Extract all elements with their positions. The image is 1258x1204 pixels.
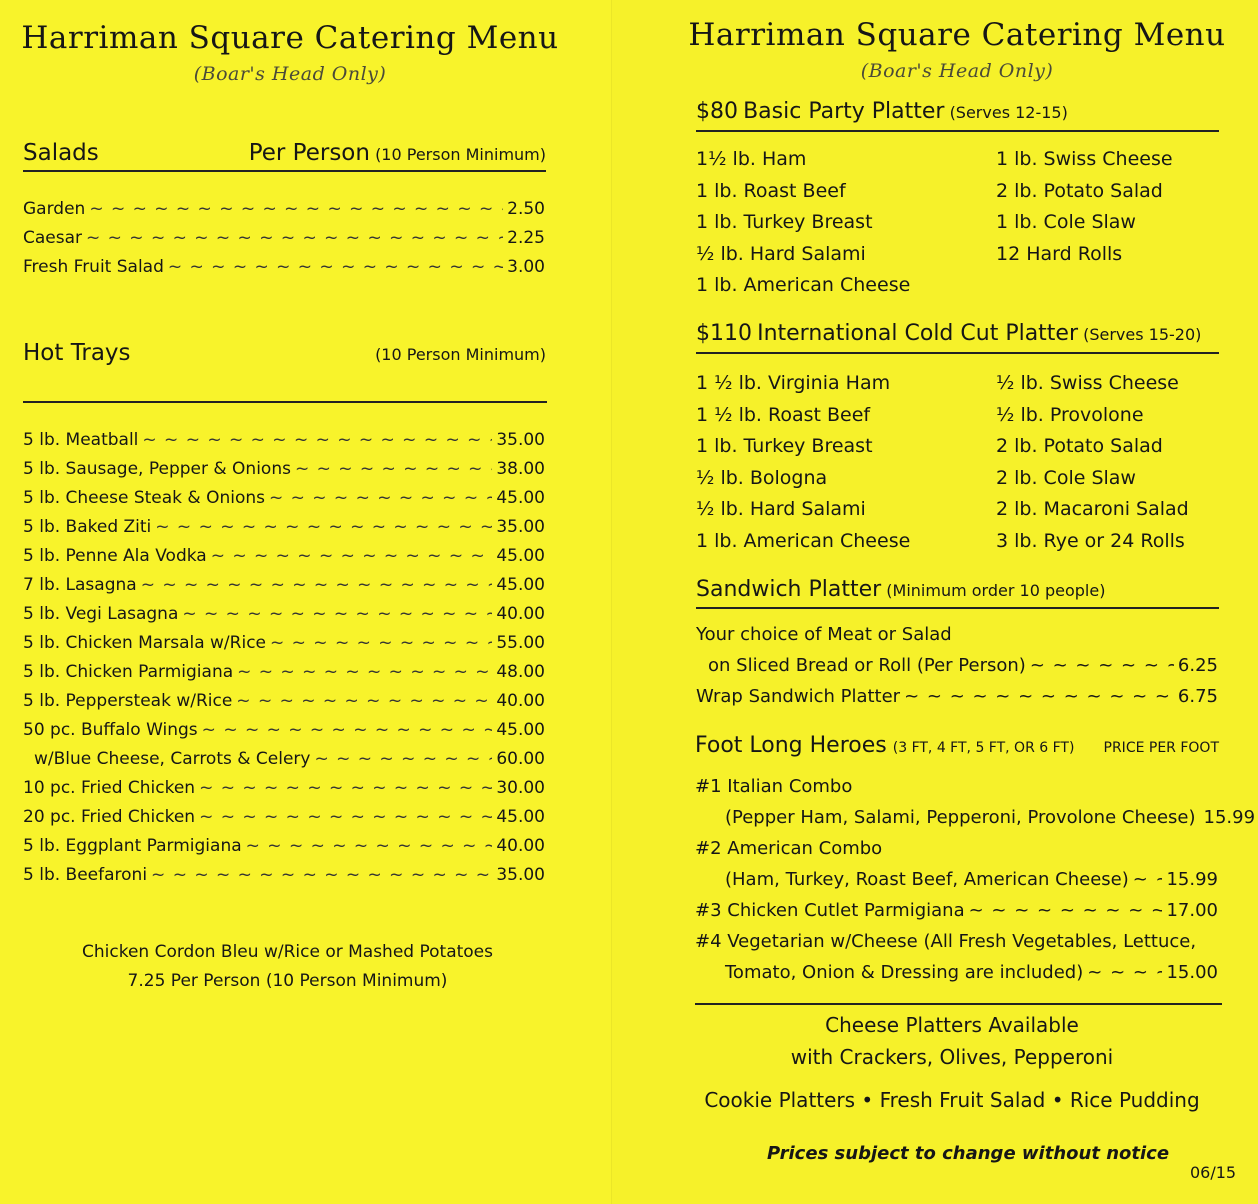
list-item: w/Blue Cheese, Carrots & Celery ~ ~ ~ 60.00 [23,749,545,778]
hot-trays-list [23,430,545,894]
list-item: ½ lb. Swiss Cheese [996,372,1179,394]
basic-platter-price: $80 [696,99,738,124]
list-item [996,270,1236,302]
sandwich-platter-list [696,619,1218,712]
list-item: 20 pc. Fried Chicken ~ ~ ~ 45.00 [23,807,545,836]
list-item: 2 lb. Macaroni Salad [996,498,1189,521]
basic-platter-items [696,144,1236,302]
hot-trays-header [23,340,546,366]
list-item: 1 lb. American Cheese [696,274,911,297]
list-item: 2 lb. Potato Salad [996,179,1163,202]
right-menu-subtitle: (Boar's Head Only) [860,60,1054,82]
list-item: 7 lb. Lasagna ~ ~ ~ 45.00 [23,575,545,604]
date-code: 06/15 [1190,1163,1237,1182]
international-platter-heading: International Cold Cut Platter [757,321,1079,346]
list-item: Caesar ~ ~ ~ 2.25 [23,228,545,257]
list-item: 3 lb. Rye or 24 Rolls [996,529,1185,552]
international-platter-serves: (Serves 15-20) [1083,325,1202,344]
cookie-platters-line: Cookie Platters • Fresh Fruit Salad • Rice Pudding [704,1088,1200,1112]
list-item: Fresh Fruit Salad ~ ~ ~ 3.00 [23,257,545,286]
hero-3-name: #3 Chicken Cutlet Parmigiana ~ ~ ~ 17.00 [695,895,1218,926]
hero-1-name: #1 Italian Combo [695,776,853,797]
list-item: 5 lb. Cheese Steak & Onions ~ ~ ~ 45.00 [23,488,545,517]
list-item: ½ lb. Hard Salami [696,498,866,521]
list-item: 5 lb. Chicken Parmigiana ~ ~ ~ 48.00 [23,662,545,691]
left-panel [0,0,612,1204]
list-item: 1 lb. Roast Beef [696,179,846,202]
list-item: 1 ½ lb. Roast Beef [696,403,871,426]
cordon-bleu-line1: Chicken Cordon Bleu w/Rice or Mashed Potatoes [82,942,493,962]
list-item: 5 lb. Penne Ala Vodka ~ ~ ~ 45.00 [23,546,545,575]
list-item: 5 lb. Eggplant Parmigiana ~ ~ ~ 40.00 [23,836,545,865]
sandwich-line3: Wrap Sandwich Platter ~ ~ ~ 6.75 [696,681,1218,712]
sandwich-line1: Your choice of Meat or Salad [696,624,952,645]
list-item: 5 lb. Meatball ~ ~ ~ 35.00 [23,430,545,459]
hero-2-name: #2 American Combo [695,838,883,859]
list-item: ½ lb. Provolone [996,403,1144,426]
heroes-header [695,733,1219,758]
left-menu-subtitle: (Boar's Head Only) [193,63,387,85]
salads-minimum-note: (10 Person Minimum) [375,145,546,164]
list-item: 5 lb. Chicken Marsala w/Rice ~ ~ ~ 55.00 [23,633,545,662]
international-platter-items [696,368,1236,558]
list-item: 2 lb. Potato Salad [996,435,1163,458]
salads-header [23,140,546,172]
list-item: 1 lb. Turkey Breast [696,435,873,458]
sandwich-platter-heading: Sandwich Platter [696,577,882,602]
list-item: 5 lb. Vegi Lasagna ~ ~ ~ 40.00 [23,604,545,633]
list-item: 2 lb. Cole Slaw [996,466,1136,489]
hot-trays-minimum-note: (10 Person Minimum) [375,345,546,364]
list-item: 50 pc. Buffalo Wings ~ ~ ~ 45.00 [23,720,545,749]
left-menu-title: Harriman Square Catering Menu [21,20,559,56]
list-item: 1 lb. Swiss Cheese [996,148,1173,170]
list-item: 1 ½ lb. Virginia Ham [696,372,891,394]
list-item: ½ lb. Hard Salami [696,242,866,265]
hero-4-desc: Tomato, Onion & Dressing are included) ~ ~ ~ 15.00 [695,957,1218,988]
heroes-sizes: (3 FT, 4 FT, 5 FT, OR 6 FT) [892,740,1075,756]
basic-platter-serves: (Serves 12-15) [949,103,1068,122]
hero-1-desc: (Pepper Ham, Salami, Pepperoni, Provolone Cheese) 15.99 [725,807,1256,828]
list-item: 1 lb. Turkey Breast [696,211,873,234]
list-item: 1 lb. Cole Slaw [996,211,1136,234]
hero-2-desc: (Ham, Turkey, Roast Beef, American Cheese) ~ ~ ~ 15.99 [695,864,1218,895]
basic-platter-heading: Basic Party Platter [743,99,945,124]
heroes-price-note: PRICE PER FOOT [1103,740,1219,756]
international-platter-price: $110 [696,321,752,346]
list-item: 5 lb. Peppersteak w/Rice ~ ~ ~ 40.00 [23,691,545,720]
sandwich-platter-header [696,577,1219,609]
cheese-platters-line1: Cheese Platters Available [825,1013,1079,1037]
sandwich-platter-note: (Minimum order 10 people) [886,581,1106,600]
list-item: 5 lb. Baked Ziti ~ ~ ~ 35.00 [23,517,545,546]
international-platter-header [696,321,1219,354]
prices-disclaimer: Prices subject to change without notice [767,1143,1170,1164]
list-item: 5 lb. Sausage, Pepper & Onions ~ ~ ~ 38.00 [23,459,545,488]
sandwich-line2: on Sliced Bread or Roll (Per Person) ~ ~ ~ 6.25 [696,650,1218,681]
list-item: ½ lb. Bologna [696,466,828,489]
cheese-platters-line2: with Crackers, Olives, Pepperoni [790,1045,1114,1069]
footer-divider [695,1003,1222,1005]
list-item: Garden ~ ~ ~ 2.50 [23,199,545,228]
salads-list [23,199,545,286]
right-panel [612,0,1258,1204]
list-item: 1 lb. American Cheese [696,529,911,552]
salads-per-person: Per Person [248,140,370,166]
hot-trays-heading: Hot Trays [23,340,131,366]
right-menu-title: Harriman Square Catering Menu [688,17,1226,53]
heroes-list [695,771,1256,988]
basic-platter-header [696,99,1219,132]
hero-4-name: #4 Vegetarian w/Cheese (All Fresh Vegetables, Lettuce, [695,931,1197,952]
heroes-heading: Foot Long Heroes [695,733,887,758]
list-item: 1½ lb. Ham [696,148,807,170]
list-item: 5 lb. Beefaroni ~ ~ ~ 35.00 [23,865,545,894]
list-item: 12 Hard Rolls [996,242,1123,265]
salads-heading: Salads [23,140,99,166]
cordon-bleu-line2: 7.25 Per Person (10 Person Minimum) [127,971,448,991]
hot-trays-divider [23,401,547,403]
list-item: 10 pc. Fried Chicken ~ ~ ~ 30.00 [23,778,545,807]
